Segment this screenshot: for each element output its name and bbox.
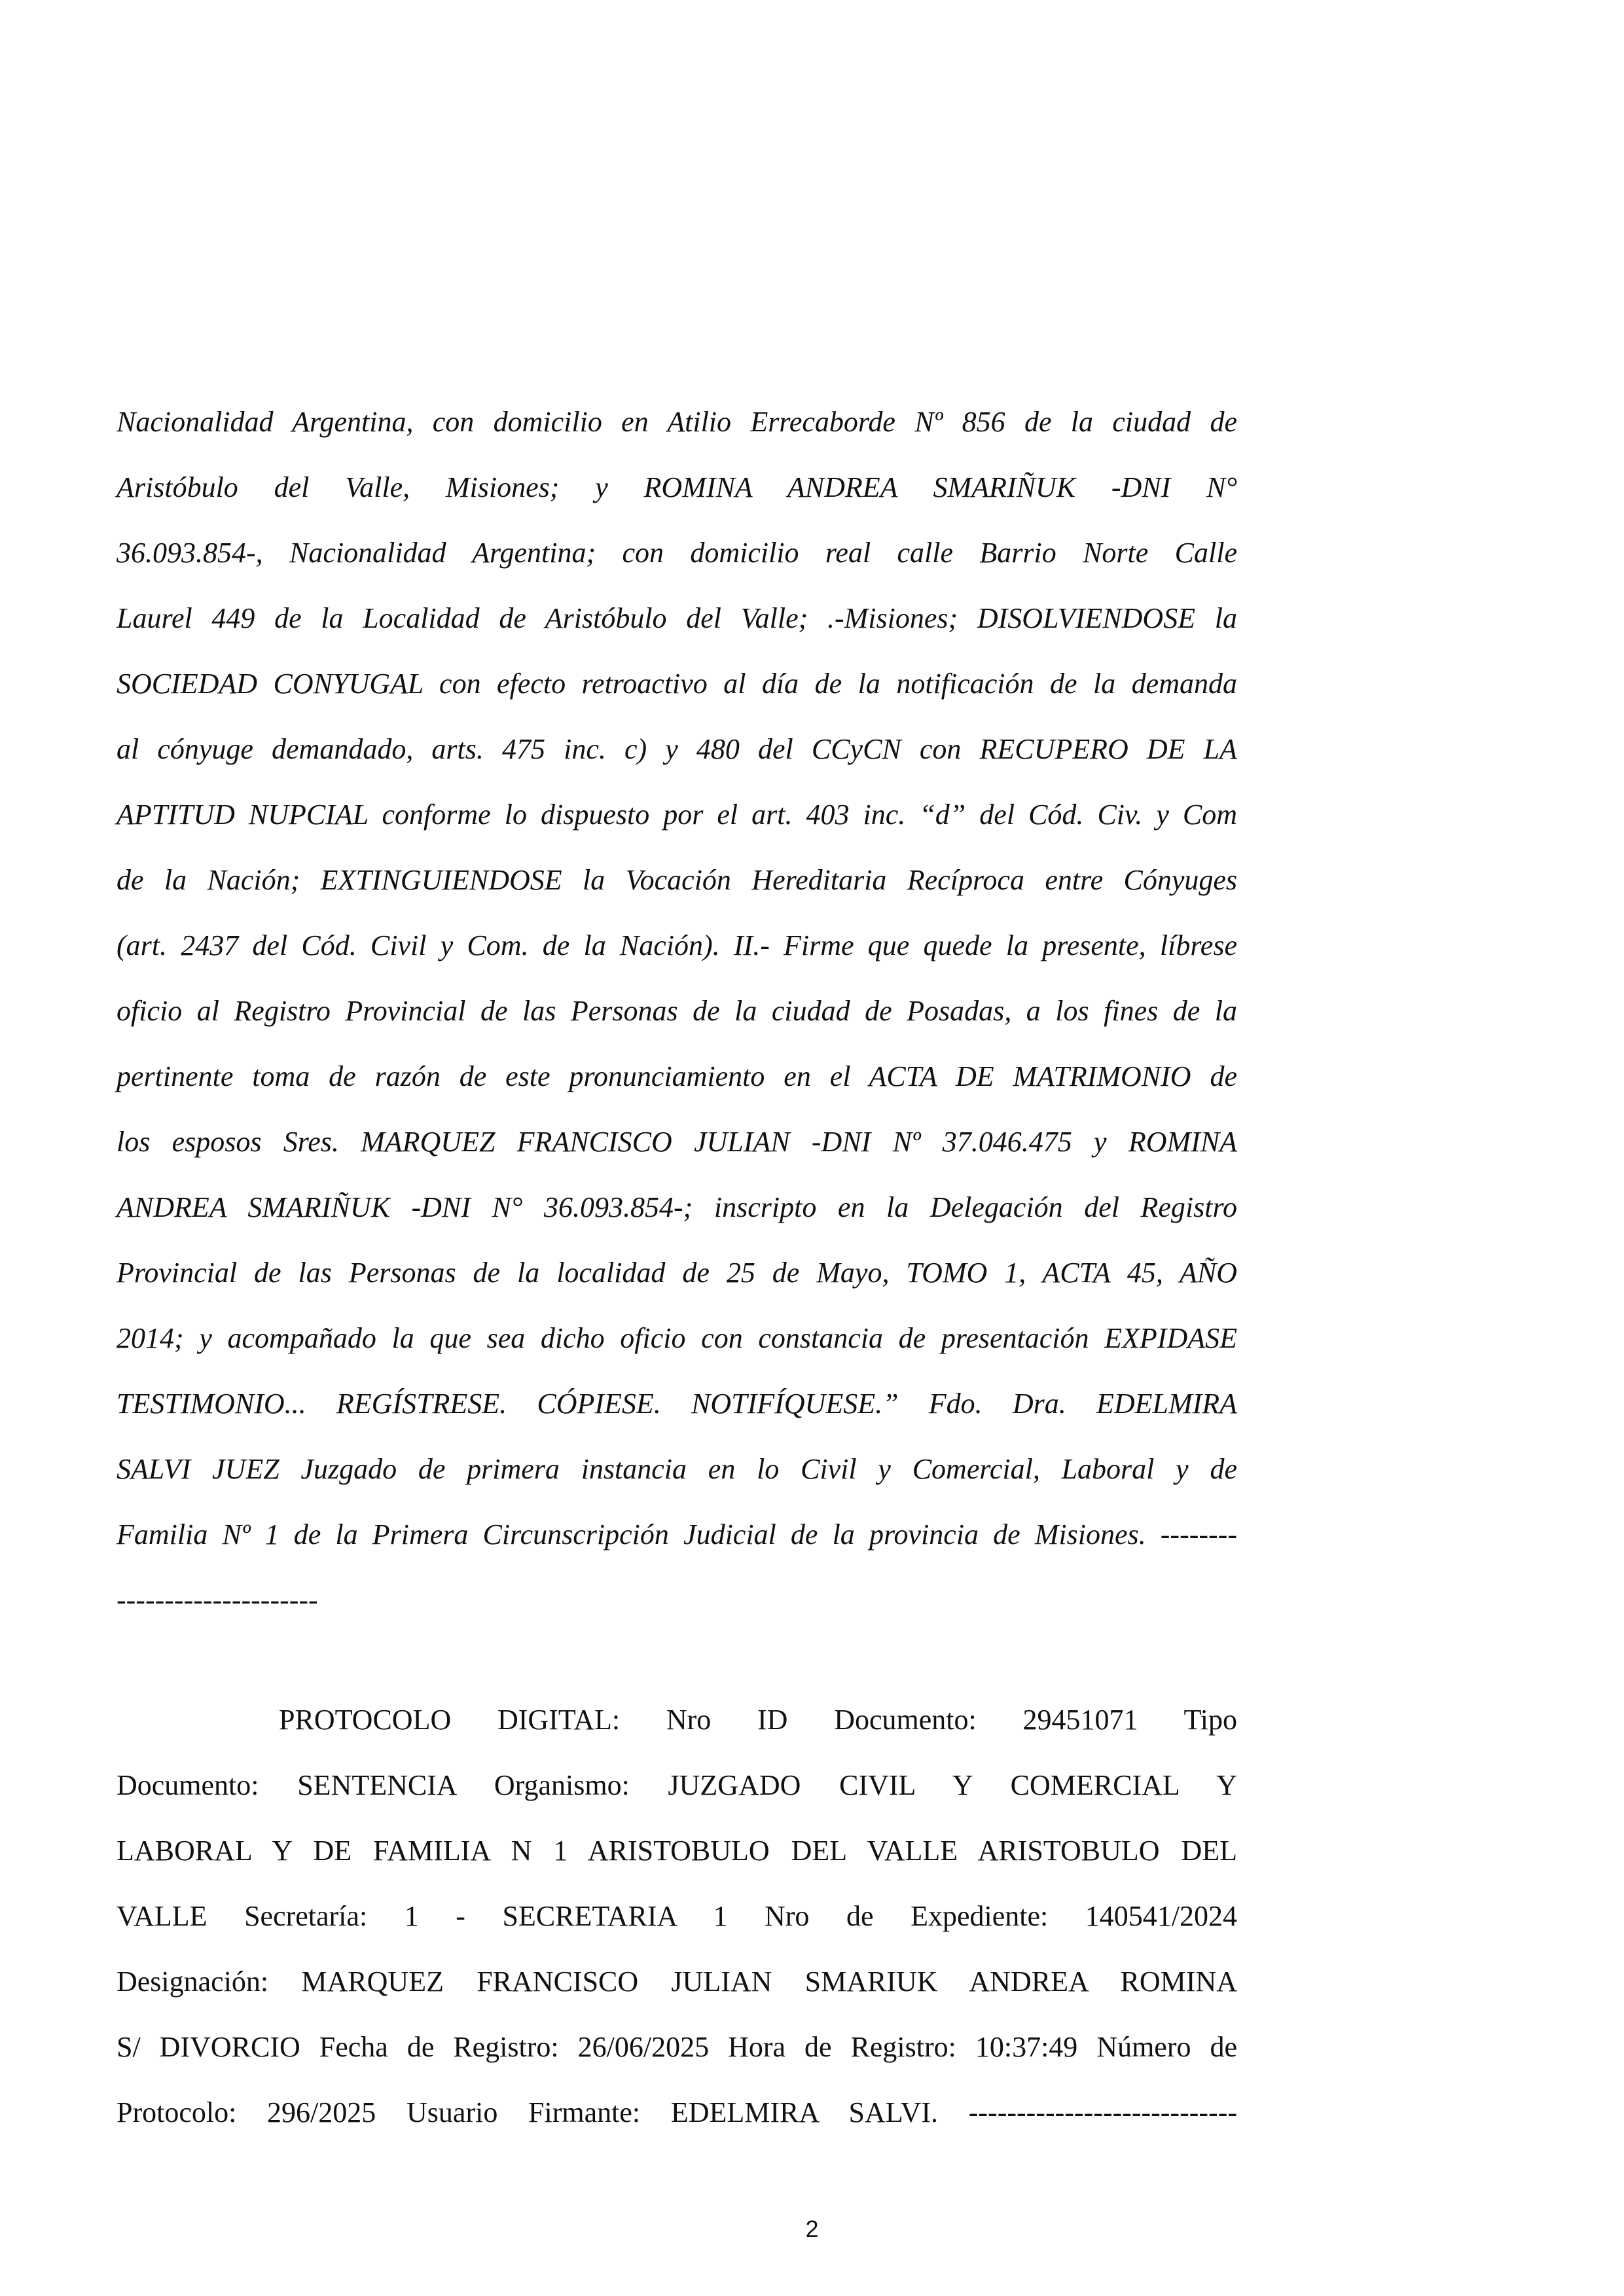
protocol-line: Protocolo: 296/2025 Usuario Firmante: EDELMIRA SALVI. ---------------------------- <box>117 2096 1237 2128</box>
text-line: Nacionalidad Argentina, con domicilio en Atilio Errecaborde Nº 856 de la ciudad de <box>117 406 1237 438</box>
text-line: pertinente toma de razón de este pronunciamiento en el ACTA DE MATRIMONIO de <box>117 1060 1237 1092</box>
text-line: 2014; y acompañado la que sea dicho oficio con constancia de presentación EXPIDASE <box>117 1322 1237 1354</box>
protocol-block <box>117 1687 1237 2145</box>
protocol-line: Documento: SENTENCIA Organismo: JUZGADO CIVIL Y COMERCIAL Y <box>117 1769 1237 1801</box>
text-line: (art. 2437 del Cód. Civil y Com. de la Nación). II.- Firme que quede la presente, líbrese <box>117 929 1237 961</box>
text-line: Aristóbulo del Valle, Misiones; y ROMINA ANDREA SMARIÑUK -DNI N° <box>117 471 1237 503</box>
text-line: Familia Nº 1 de la Primera Circunscripción Judicial de la provincia de Misiones. -------- <box>117 1518 1237 1551</box>
text-line: al cónyuge demandado, arts. 475 inc. c) y 480 del CCyCN con RECUPERO DE LA <box>117 733 1237 765</box>
text-line: los esposos Sres. MARQUEZ FRANCISCO JULIAN -DNI Nº 37.046.475 y ROMINA <box>117 1126 1237 1158</box>
protocol-line: LABORAL Y DE FAMILIA N 1 ARISTOBULO DEL VALLE ARISTOBULO DEL <box>117 1835 1237 1867</box>
text-line: de la Nación; EXTINGUIENDOSE la Vocación Hereditaria Recíproca entre Cónyuges <box>117 864 1237 896</box>
protocol-line: VALLE Secretaría: 1 - SECRETARIA 1 Nro de Expediente: 140541/2024 <box>117 1900 1237 1932</box>
text-line: oficio al Registro Provincial de las Personas de la ciudad de Posadas, a los fines de la <box>117 995 1237 1027</box>
protocol-line: PROTOCOLO DIGITAL: Nro ID Documento: 29451071 Tipo <box>279 1704 1237 1736</box>
text-line: 36.093.854-, Nacionalidad Argentina; con domicilio real calle Barrio Norte Calle <box>117 537 1237 569</box>
protocol-line: S/ DIVORCIO Fecha de Registro: 26/06/2025 Hora de Registro: 10:37:49 Número de <box>117 2031 1237 2063</box>
text-line: --------------------- <box>117 1584 318 1616</box>
page-number: 2 <box>805 2215 819 2242</box>
text-line: SOCIEDAD CONYUGAL con efecto retroactivo al día de la notificación de la demanda <box>117 668 1237 700</box>
text-line: TESTIMONIO... REGÍSTRESE. CÓPIESE. NOTIFÍQUESE.” Fdo. Dra. EDELMIRA <box>117 1388 1237 1420</box>
text-line: ANDREA SMARIÑUK -DNI N° 36.093.854-; inscripto en la Delegación del Registro <box>117 1191 1237 1223</box>
text-line: SALVI JUEZ Juzgado de primera instancia en lo Civil y Comercial, Laboral y de <box>117 1453 1237 1485</box>
text-line: Provincial de las Personas de la localidad de 25 de Mayo, TOMO 1, ACTA 45, AÑO <box>117 1257 1237 1289</box>
text-line: APTITUD NUPCIAL conforme lo dispuesto por el art. 403 inc. “d” del Cód. Civ. y Com <box>117 798 1237 831</box>
protocol-line: Designación: MARQUEZ FRANCISCO JULIAN SMARIUK ANDREA ROMINA <box>117 1965 1237 1998</box>
text-line: Laurel 449 de la Localidad de Aristóbulo del Valle; .-Misiones; DISOLVIENDOSE la <box>117 602 1237 634</box>
resolution-text <box>117 389 1237 1633</box>
